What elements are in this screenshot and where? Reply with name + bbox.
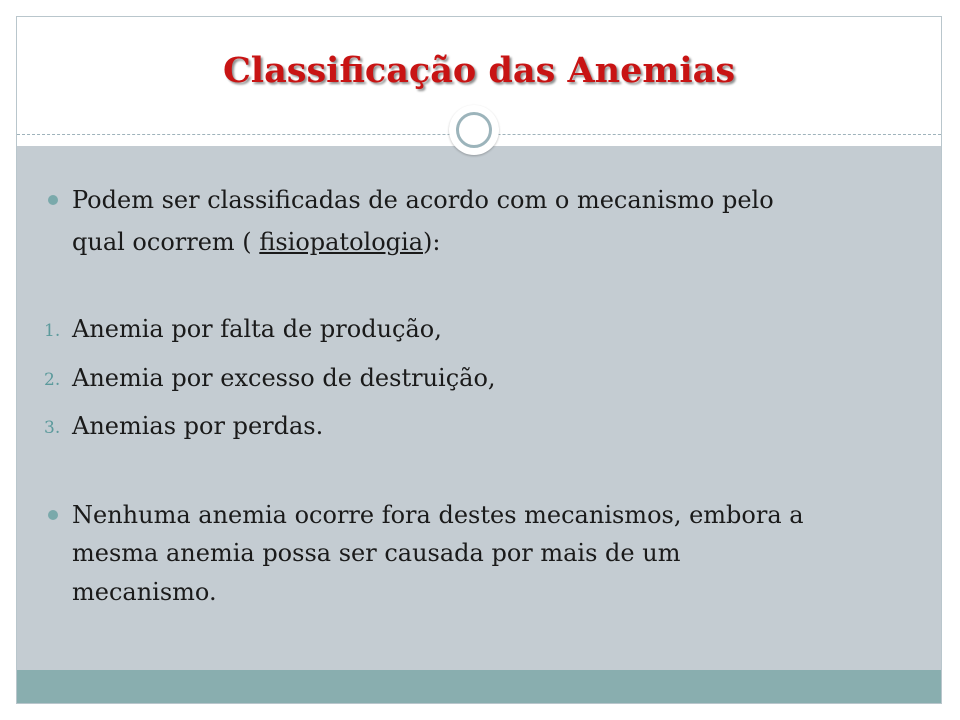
bullet-2-line-3: mecanismo. xyxy=(72,578,217,606)
circle-ornament-icon xyxy=(449,105,499,155)
list-item-1: Anemia por falta de produção, xyxy=(72,315,442,343)
list-item-3: Anemias por perdas. xyxy=(72,412,324,440)
footer-bar xyxy=(17,670,941,703)
list-item-2: Anemia por excesso de destruição, xyxy=(72,364,496,392)
bullet-dot-1 xyxy=(48,195,58,205)
bullet-1-line-2 xyxy=(72,227,440,257)
bullet-1-line-2-post: ): xyxy=(423,228,441,256)
list-number-1: 1. xyxy=(44,321,61,341)
fisiopatologia-link: fisiopatologia xyxy=(259,228,423,256)
bullet-2-line-1: Nenhuma anemia ocorre fora destes mecanismos, embora a xyxy=(72,501,804,529)
list-number-3: 3. xyxy=(44,418,61,438)
slide-title: Classificação das Anemias xyxy=(222,50,736,91)
list-number-2: 2. xyxy=(44,370,61,390)
bullet-1-line-2-pre: qual ocorrem ( xyxy=(72,228,260,256)
circle-ornament-inner xyxy=(456,112,492,148)
bullet-dot-2 xyxy=(48,510,58,520)
bullet-2-line-2: mesma anemia possa ser causada por mais de um xyxy=(72,539,681,567)
bullet-1-line-1: Podem ser classificadas de acordo com o mecanismo pelo xyxy=(72,186,774,214)
